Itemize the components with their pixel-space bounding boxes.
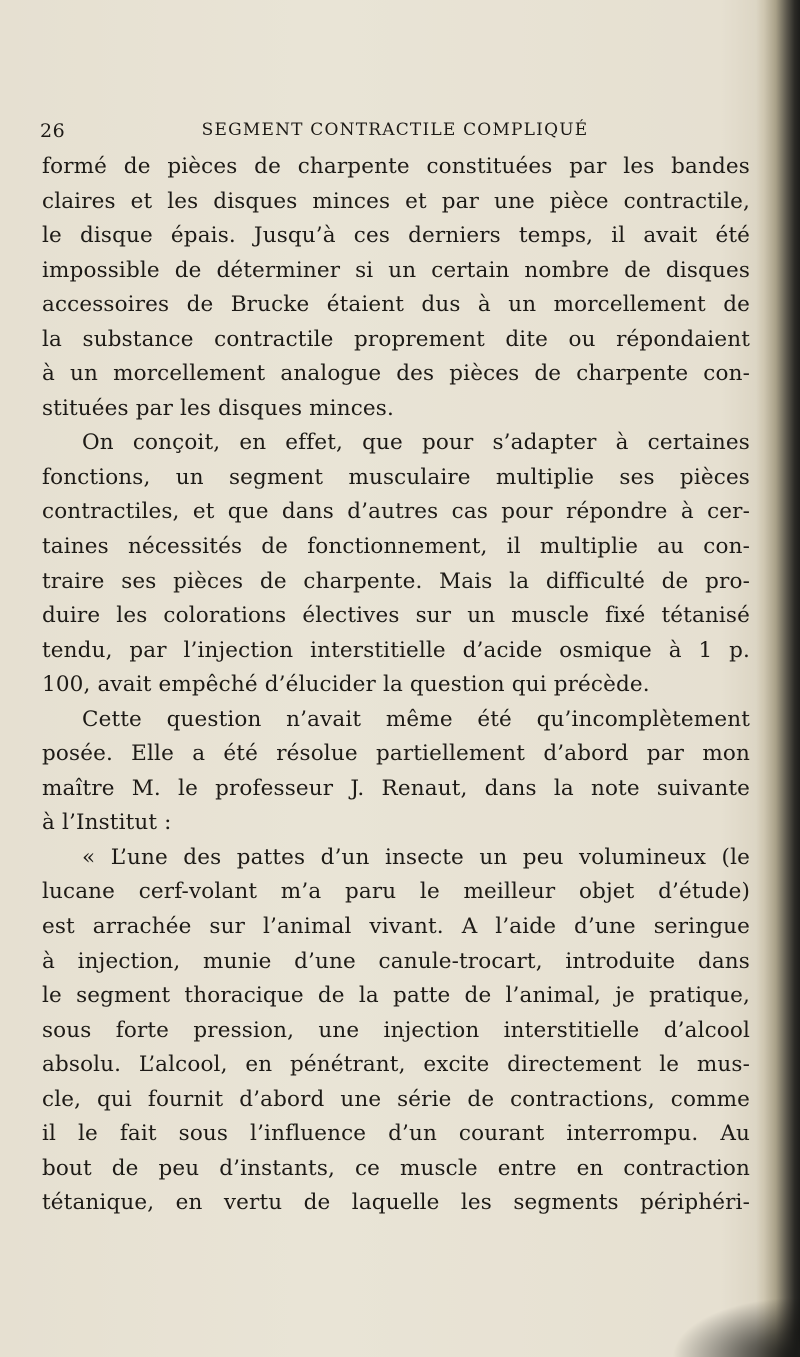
text-line: lucane cerf-volant m’a paru le meilleur objet d’étude) [42,879,750,905]
text-line: fonctions, un segment musculaire multiplie ses pièces [42,464,750,490]
page-number: 26 [40,120,66,142]
paragraph-first-line: Cette question n’avait même été qu’incomplètement [82,706,750,732]
text-line: 100, avait empêché d’élucider la question qui précède. [42,672,650,698]
text-line: stituées par les disques minces. [42,395,394,421]
text-line: tendu, par l’injection interstitielle d’acide osmique à 1 p. [42,637,750,663]
text-line: contractiles, et que dans d’autres cas pour répondre à cer- [42,499,750,525]
text-line: accessoires de Brucke étaient dus à un morcellement de [42,292,750,318]
page-binding-edge [756,0,800,1357]
text-line: claires et les disques minces et par une pièce contractile, [42,188,750,214]
body-text [42,150,750,1221]
quote-first-line: « L’une des pattes d’un insecte un peu volumineux (le [82,844,750,870]
text-line: traire ses pièces de charpente. Mais la difficulté de pro- [42,568,750,594]
text-line: tétanique, en vertu de laquelle les segments périphéri- [42,1190,750,1216]
text-line: duire les colorations électives sur un muscle fixé tétanisé [42,603,750,629]
text-line: impossible de déterminer si un certain nombre de disques [42,257,750,283]
text-line: à injection, munie d’une canule-trocart, introduite dans [42,948,750,974]
paragraph-first-line: On conçoit, en effet, que pour s’adapter à certaines [82,430,750,456]
text-line: à un morcellement analogue des pièces de charpente con- [42,361,750,387]
text-line: est arrachée sur l’animal vivant. A l’aide d’une seringue [42,914,750,940]
text-line: le disque épais. Jusqu’à ces derniers temps, il avait été [42,223,750,249]
text-line: absolu. L’alcool, en pénétrant, excite directement le mus- [42,1052,750,1078]
text-line: maître M. le professeur J. Renaut, dans la note suivante [42,775,750,801]
text-line: bout de peu d’instants, ce muscle entre en contraction [42,1155,750,1181]
text-line: formé de pièces de charpente constituées par les bandes [42,154,750,179]
text-line: le segment thoracique de la patte de l’animal, je pratique, [42,983,750,1009]
page-corner-shadow [650,1287,800,1357]
text-line: posée. Elle a été résolue partiellement d’abord par mon [42,741,750,767]
text-line: taines nécessités de fonctionnement, il multiplie au con- [42,534,750,560]
page-header [40,118,750,146]
text-line: cle, qui fournit d’abord une série de contractions, comme [42,1086,750,1112]
text-line: à l’Institut : [42,810,172,836]
running-title: SEGMENT CONTRACTILE COMPLIQUÉ [201,120,589,140]
text-line: la substance contractile proprement dite ou répondaient [42,326,750,352]
text-line: sous forte pression, une injection interstitielle d’alcool [42,1017,750,1043]
text-line: il le fait sous l’influence d’un courant interrompu. Au [42,1121,750,1147]
